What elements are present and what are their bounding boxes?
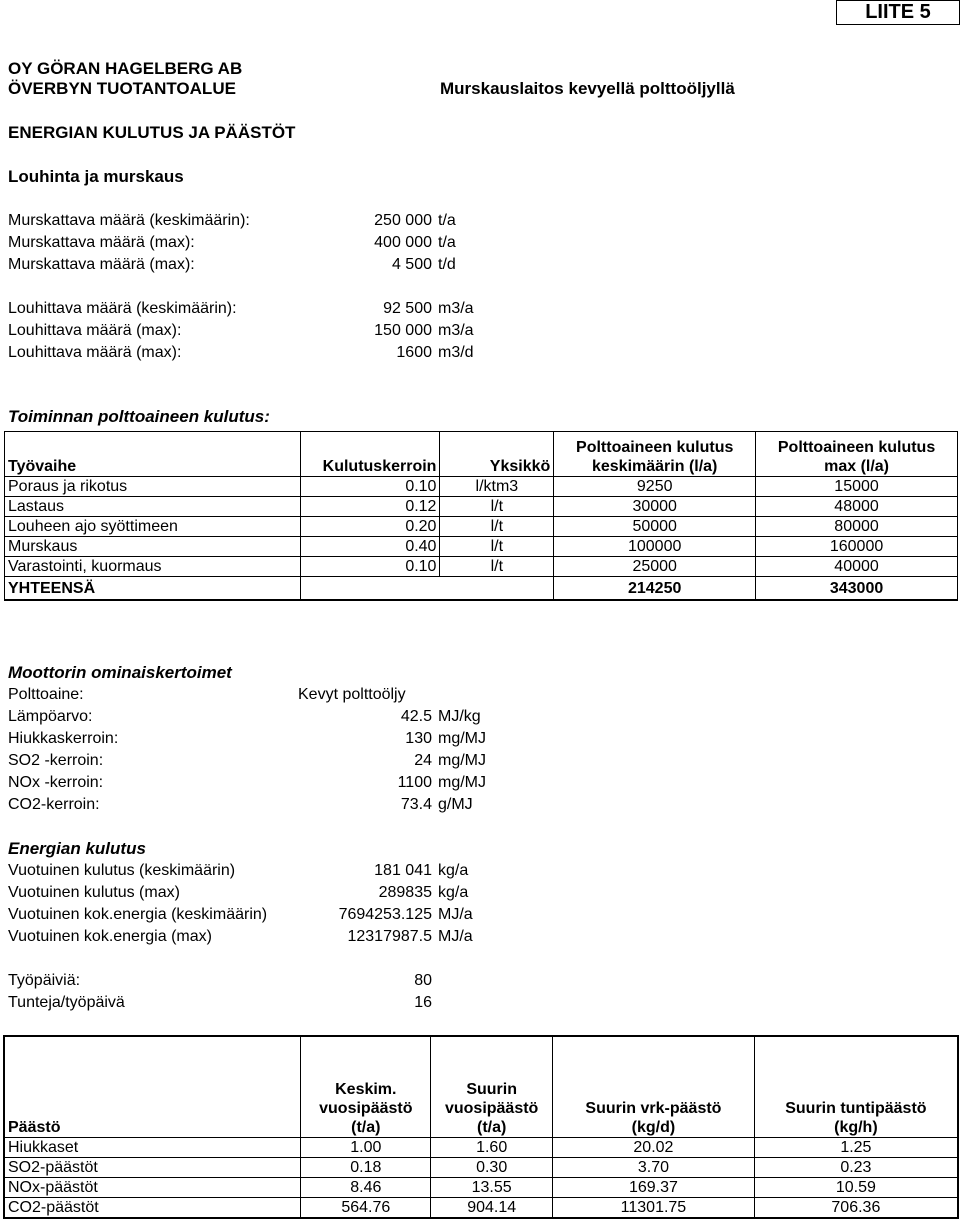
section-title: ENERGIAN KULUTUS JA PÄÄSTÖT: [8, 123, 296, 142]
table-row: [4, 1178, 958, 1198]
table-cell: Hiukkaset: [4, 1138, 301, 1158]
production-area: ÖVERBYN TUOTANTOALUE: [8, 79, 236, 98]
header-line: Polttoaineen kulutus: [576, 439, 734, 456]
table-cell: 30000: [554, 497, 756, 517]
table-header-row: [5, 432, 958, 477]
energy-item-unit: MJ/a: [438, 928, 473, 945]
quantity-label: Murskattava määrä (max):: [8, 234, 195, 251]
column-header: [4, 1036, 301, 1138]
table-cell: 48000: [756, 497, 958, 517]
quantity-unit: m3/d: [438, 344, 474, 361]
quantity-value: 250 000: [374, 212, 432, 229]
header-line: keskimäärin (l/a): [591, 458, 718, 475]
table-cell: Lastaus: [5, 497, 301, 517]
subsection-title: Louhinta ja murskaus: [8, 167, 184, 186]
table-cell: 1.00: [301, 1138, 431, 1158]
energy-item-unit: kg/a: [438, 884, 469, 901]
quantity-value: 1600: [396, 344, 432, 361]
table-cell: 706.36: [754, 1198, 958, 1219]
engine-item-unit: mg/MJ: [438, 774, 486, 791]
table-cell: l/t: [440, 497, 554, 517]
table-cell: 8.46: [301, 1178, 431, 1198]
table-cell: NOx-päästöt: [4, 1178, 301, 1198]
work-days-value: 80: [414, 972, 432, 989]
table-cell: Varastointi, kuormaus: [5, 557, 301, 577]
table-cell: SO2-päästöt: [4, 1158, 301, 1178]
table-cell: 169.37: [553, 1178, 755, 1198]
quantity-value: 4 500: [391, 256, 432, 273]
table-cell: 0.10: [300, 477, 440, 497]
column-header: Työvaihe: [5, 432, 301, 477]
work-days-label: Työpäiviä:: [8, 972, 81, 989]
table-cell: 160000: [756, 537, 958, 557]
table-cell: 0.40: [300, 537, 440, 557]
quantity-unit: t/d: [438, 256, 456, 273]
company-name: OY GÖRAN HAGELBERG AB: [8, 59, 243, 78]
quantity-label: Louhittava määrä (max):: [8, 322, 182, 339]
quantity-label: Louhittava määrä (max):: [8, 344, 182, 361]
header-line: max (l/a): [824, 458, 890, 475]
table-cell: 0.18: [301, 1158, 431, 1178]
quantity-unit: m3/a: [438, 322, 474, 339]
engine-item-value: 24: [414, 752, 432, 769]
table-row: [5, 517, 958, 537]
table-row: [5, 497, 958, 517]
quantity-unit: t/a: [438, 234, 456, 251]
fuel-type-label: Polttoaine:: [8, 686, 84, 703]
energy-item-value: 181 041: [374, 862, 432, 879]
table-cell: 1.25: [754, 1138, 958, 1158]
energy-item-value: 12317987.5: [347, 928, 432, 945]
engine-item-label: Lämpöarvo:: [8, 708, 93, 725]
header-line: (kg/h): [834, 1119, 878, 1136]
energy-item-value: 7694253.125: [338, 906, 432, 923]
attachment-label: LIITE 5: [836, 0, 960, 25]
table-cell: l/t: [440, 537, 554, 557]
table-row: [4, 1158, 958, 1178]
total-average: 214250: [554, 577, 756, 601]
table-cell: 10.59: [754, 1178, 958, 1198]
table-cell: l/ktm3: [440, 477, 554, 497]
engine-item-value: 73.4: [400, 796, 432, 813]
engine-item-unit: mg/MJ: [438, 730, 486, 747]
header-line: Keskim.: [335, 1081, 397, 1098]
quantity-value: 400 000: [374, 234, 432, 251]
header-line: Suurin vrk-päästö: [585, 1100, 722, 1117]
energy-title: Energian kulutus: [8, 839, 146, 858]
table-cell: CO2-päästöt: [4, 1198, 301, 1219]
table-cell: 1.60: [431, 1138, 553, 1158]
engine-item-label: Hiukkaskerroin:: [8, 730, 119, 747]
quantity-label: Murskattava määrä (keskimäärin):: [8, 212, 250, 229]
header-line: (t/a): [476, 1119, 507, 1136]
table-cell: 25000: [554, 557, 756, 577]
table-cell: 9250: [554, 477, 756, 497]
column-header: Yksikkö: [440, 432, 554, 477]
engine-item-unit: mg/MJ: [438, 752, 486, 769]
column-header: [431, 1036, 553, 1138]
fuel-type-value: Kevyt polttoöljy: [298, 686, 406, 703]
engine-item-unit: g/MJ: [438, 796, 473, 813]
energy-item-unit: MJ/a: [438, 906, 473, 923]
quantity-label: Murskattava määrä (max):: [8, 256, 195, 273]
table-row: [4, 1198, 958, 1219]
table-cell: 50000: [554, 517, 756, 537]
table-cell: 0.30: [431, 1158, 553, 1178]
column-header: [301, 1036, 431, 1138]
column-header: [756, 432, 958, 477]
table-cell: 15000: [756, 477, 958, 497]
table-cell: 0.20: [300, 517, 440, 537]
table-cell: 13.55: [431, 1178, 553, 1198]
total-label: YHTEENSÄ: [5, 577, 301, 601]
table-row: [5, 477, 958, 497]
energy-item-label: Vuotuinen kok.energia (max): [8, 928, 212, 945]
header-line: Polttoaineen kulutus: [777, 439, 936, 456]
fuel-consumption-table: [4, 431, 958, 601]
table-cell: 0.23: [754, 1158, 958, 1178]
emissions-table: [3, 1035, 959, 1219]
table-cell: 20.02: [553, 1138, 755, 1158]
table-cell: [300, 577, 554, 601]
energy-item-unit: kg/a: [438, 862, 469, 879]
table-cell: 100000: [554, 537, 756, 557]
quantity-value: 150 000: [374, 322, 432, 339]
table-row: [5, 557, 958, 577]
column-header: [553, 1036, 755, 1138]
table-cell: 0.12: [300, 497, 440, 517]
header-line: vuosipäästö: [319, 1100, 413, 1117]
table-cell: Louheen ajo syöttimeen: [5, 517, 301, 537]
header-line: (kg/d): [631, 1119, 676, 1136]
hours-per-day-value: 16: [414, 994, 432, 1011]
table-cell: l/t: [440, 557, 554, 577]
total-max: 343000: [756, 577, 958, 601]
table-cell: 80000: [756, 517, 958, 537]
table-cell: 564.76: [301, 1198, 431, 1219]
engine-item-unit: MJ/kg: [438, 708, 481, 725]
table-cell: Murskaus: [5, 537, 301, 557]
header-line: vuosipäästö: [444, 1100, 539, 1117]
hours-per-day-label: Tunteja/työpäivä: [8, 994, 125, 1011]
engine-item-value: 1100: [397, 774, 432, 791]
column-header: Kulutuskerroin: [300, 432, 440, 477]
table-cell: Poraus ja rikotus: [5, 477, 301, 497]
energy-item-label: Vuotuinen kulutus (keskimäärin): [8, 862, 236, 879]
fuel-table-title: Toiminnan polttoaineen kulutus:: [8, 407, 270, 426]
engine-item-label: CO2-kerroin:: [8, 796, 100, 813]
table-cell: 11301.75: [553, 1198, 755, 1219]
energy-item-label: Vuotuinen kulutus (max): [8, 884, 180, 901]
header-line: Päästö: [8, 1119, 61, 1136]
engine-item-label: SO2 -kerroin:: [8, 752, 104, 769]
table-row: [5, 537, 958, 557]
column-header: [754, 1036, 958, 1138]
quantity-label: Louhittava määrä (keskimäärin):: [8, 300, 237, 317]
engine-title: Moottorin ominaiskertoimet: [8, 663, 232, 682]
energy-item-label: Vuotuinen kok.energia (keskimäärin): [8, 906, 268, 923]
quantity-unit: m3/a: [438, 300, 474, 317]
plant-title: Murskauslaitos kevyellä polttoöljyllä: [440, 79, 735, 98]
table-cell: 904.14: [431, 1198, 553, 1219]
table-cell: l/t: [440, 517, 554, 537]
table-total-row: [5, 577, 958, 601]
header-line: Suurin: [466, 1081, 517, 1098]
column-header: [554, 432, 756, 477]
table-cell: 0.10: [300, 557, 440, 577]
engine-item-label: NOx -kerroin:: [8, 774, 104, 791]
table-cell: 40000: [756, 557, 958, 577]
energy-item-value: 289835: [378, 884, 432, 901]
engine-item-value: 42.5: [400, 708, 432, 725]
table-header-row: [4, 1036, 958, 1138]
engine-item-value: 130: [405, 730, 432, 747]
quantity-unit: t/a: [438, 212, 456, 229]
table-row: [4, 1138, 958, 1158]
header-line: (t/a): [351, 1119, 381, 1136]
header-line: Suurin tuntipäästö: [785, 1100, 927, 1117]
table-cell: 3.70: [553, 1158, 755, 1178]
quantity-value: 92 500: [383, 300, 432, 317]
